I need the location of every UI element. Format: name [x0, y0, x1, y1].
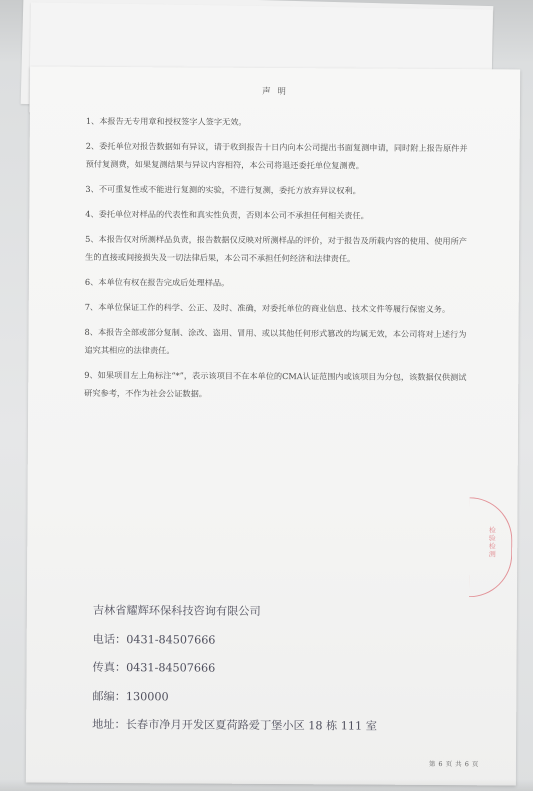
address-line: 地址：长春市净月开发区夏荷路爱丁堡小区 18 栋 111 室	[92, 717, 377, 733]
clause-item: 1、本报告无专用章和授权签字人签字无效。	[85, 115, 247, 127]
clause-item: 8、本报告全部或部分复制、涂改、盗用、冒用、或以其他任何形式篡改的均属无效，本公司将对上述行为追究其相应的法律责任。	[84, 326, 467, 356]
clause-item: 5、本报告仅对所测样品负责，报告数据仅反映对所测样品的评价，对于报告及所载内容的使用、使用所产生的直接或间接损失及一切法律后果，本公司不承担任何经济和法律责任。	[84, 233, 468, 264]
contact-block	[92, 597, 378, 741]
clause-item: 4、委托单位对样品的代表性和真实性负责，否则本公司不承担任何相关责任。	[85, 208, 369, 221]
postcode-line: 邮编：130000	[92, 689, 169, 703]
clause-item: 7、本单位保证工作的科学、公正、及时、准确，对委托单位的商业信息、技术文件等履行保密义务。	[84, 301, 451, 315]
clause-item: 6、本单位有权在报告完成后处理样品。	[84, 276, 230, 288]
clause-item: 9、如果项目左上角标注“*”，表示该项目不在本单位的CMA认证范围内或该项目为分包，该数据仅供测试研究参考，不作为社会公证数据。	[84, 369, 467, 399]
clause-item: 3、不可重复性或不能进行复测的实验，不进行复测，委托方放弃异议权利。	[85, 183, 361, 196]
company-name: 吉林省耀辉环保科技咨询有限公司	[92, 603, 261, 618]
phone-line: 电话：0431-84507666	[92, 632, 216, 647]
clause-item: 2、委托单位对报告数据如有异议，请于收到报告十日内向本公司提出书面复测申请，同时附上报告原件并预付复测费，如果复测结果与异议内容相符，本公司将退还委托单位复测费。	[85, 140, 468, 171]
page-title: 声 明	[262, 86, 288, 98]
red-seal-stamp	[469, 497, 513, 597]
fax-line: 传真：0431-84507666	[92, 660, 216, 675]
bottom-shadow	[0, 779, 533, 791]
declaration-clauses	[84, 112, 476, 411]
stamp-text: 检验检测	[488, 526, 497, 559]
page-number: 第 6 页 共 6 页	[428, 759, 479, 769]
document-page	[26, 67, 520, 786]
